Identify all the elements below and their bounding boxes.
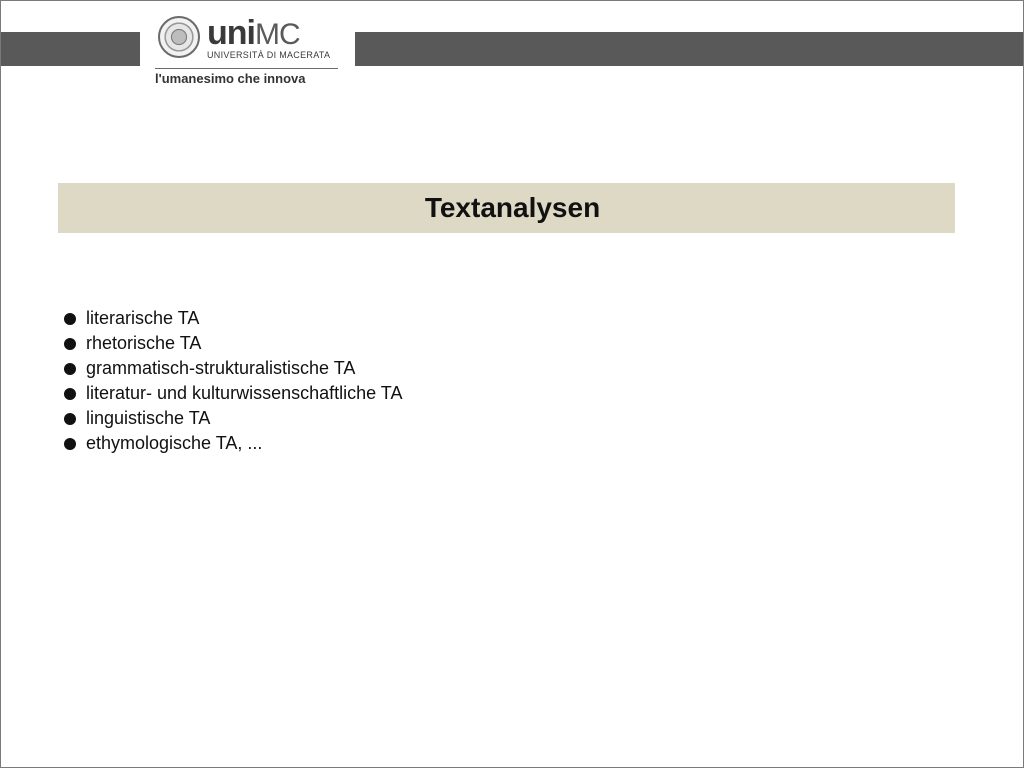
list-item [64,306,402,331]
logo-divider [155,68,338,69]
logo-wordmark [207,14,300,54]
list-item [64,381,402,406]
header-bar-right [355,32,1023,66]
list-item-text: rhetorische TA [86,333,202,353]
bullet-dot-icon [64,363,76,375]
list-item-text: literarische TA [86,308,200,328]
university-logo [150,12,350,90]
list-item [64,406,402,431]
bullet-dot-icon [64,313,76,325]
header-bar-left [1,32,140,66]
bullet-dot-icon [64,388,76,400]
logo-wordmark-bold: uni [207,14,255,52]
slide-title: Textanalysen [424,192,601,223]
logo-subtitle: UNIVERSITÀ DI MACERATA [207,50,331,60]
list-item-text: ethymologische TA, ... [86,433,263,453]
list-item-text: grammatisch-strukturalistische TA [86,358,356,378]
list-item-text: linguistische TA [86,408,211,428]
list-item [64,431,402,456]
slide-title-band [58,183,955,233]
bullet-dot-icon [64,438,76,450]
list-item-text: literatur- und kulturwissenschaftliche TA [86,383,403,403]
list-item [64,331,402,356]
logo-wordmark-light: MC [254,18,300,51]
bullet-dot-icon [64,413,76,425]
bullet-list [64,306,402,456]
university-seal-icon [158,16,200,58]
bullet-dot-icon [64,338,76,350]
list-item [64,356,402,381]
logo-tagline: l'umanesimo che innova [155,71,306,86]
seal-center [171,29,187,45]
